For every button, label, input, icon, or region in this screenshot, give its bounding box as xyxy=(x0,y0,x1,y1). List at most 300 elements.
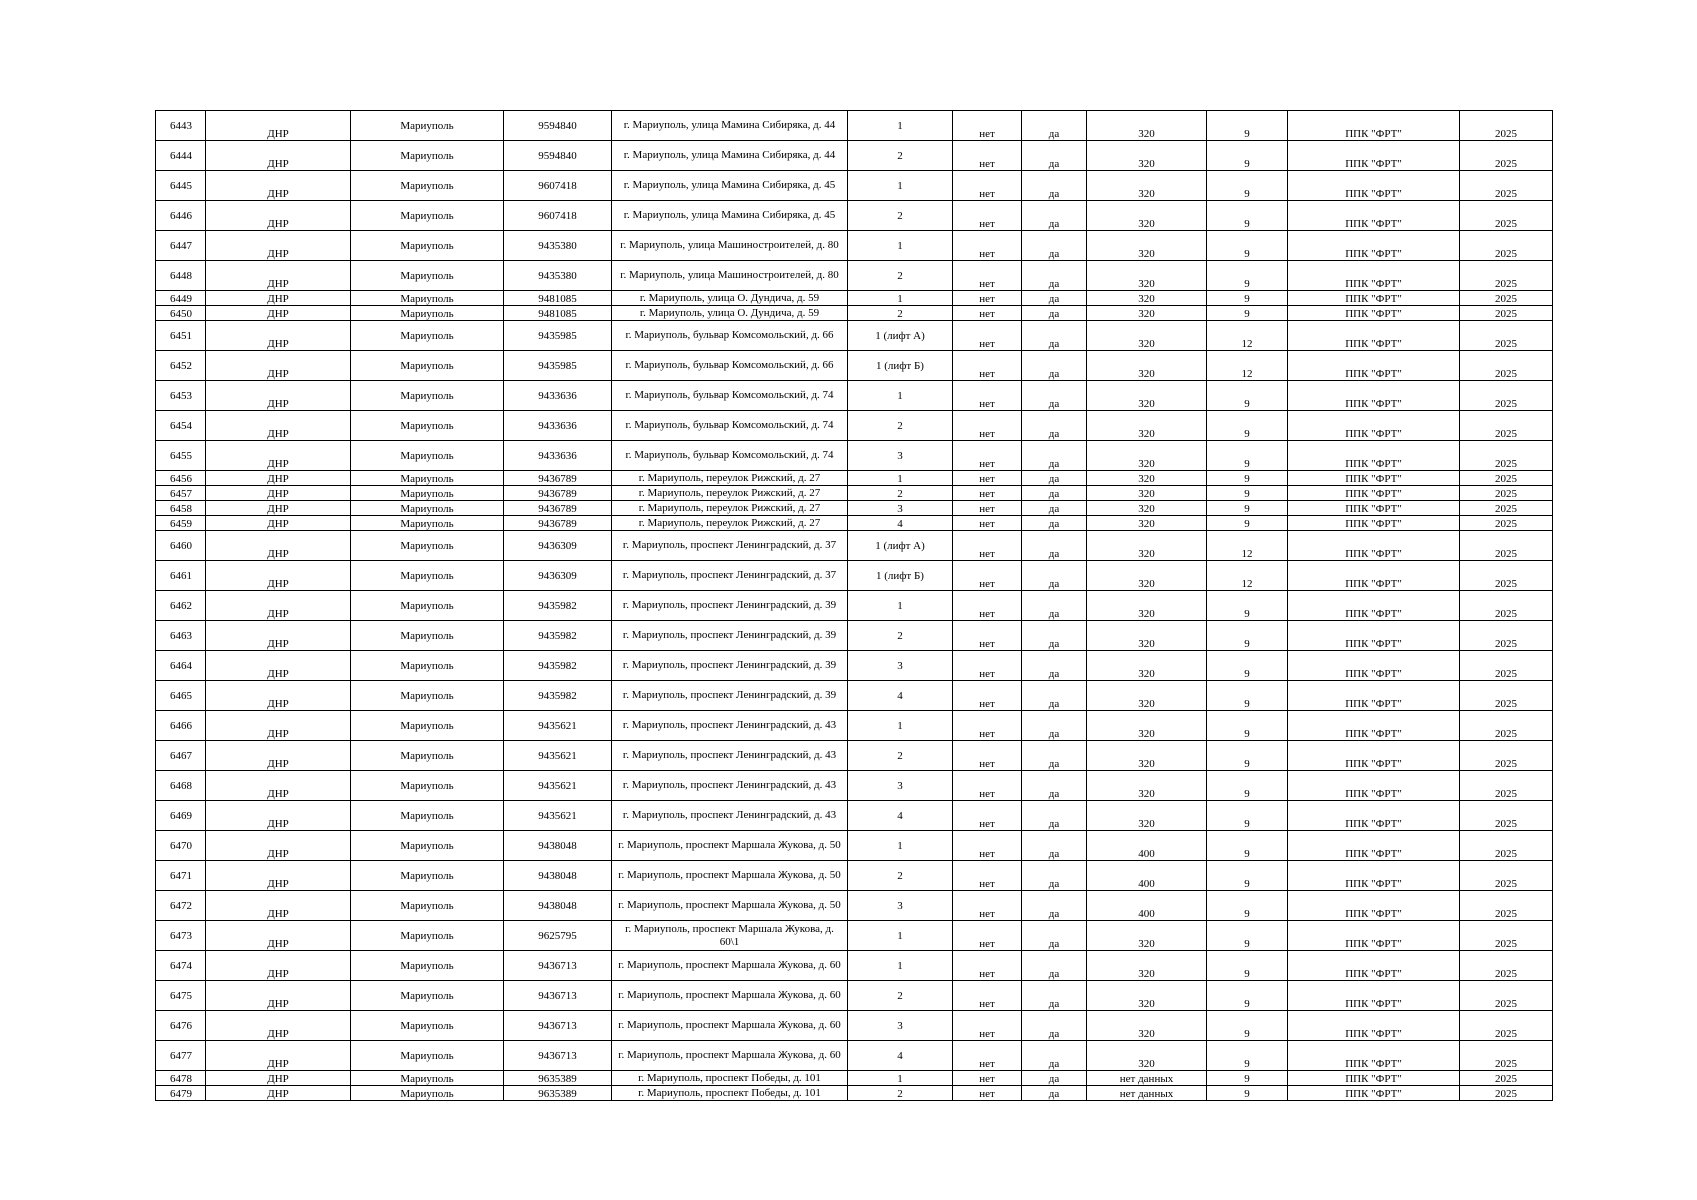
capacity-cell: 400 xyxy=(1087,831,1207,861)
row-number-cell: 6444 xyxy=(156,141,206,171)
region-cell: ДНР xyxy=(206,981,351,1011)
table-row xyxy=(156,111,1553,141)
city-cell: Мариуполь xyxy=(351,306,504,321)
table-row xyxy=(156,591,1553,621)
lift-number-cell: 1 (лифт А) xyxy=(848,531,953,561)
capacity-cell: нет данных xyxy=(1087,1071,1207,1086)
region-cell: ДНР xyxy=(206,306,351,321)
floors-cell: 9 xyxy=(1207,111,1288,141)
flag-b-cell: да xyxy=(1022,411,1087,441)
object-code-cell: 9435621 xyxy=(504,711,612,741)
object-code-cell: 9635389 xyxy=(504,1071,612,1086)
organization-cell: ППК "ФРТ" xyxy=(1288,261,1460,291)
city-cell: Мариуполь xyxy=(351,921,504,951)
flag-a-cell: нет xyxy=(953,921,1022,951)
organization-cell: ППК "ФРТ" xyxy=(1288,1071,1460,1086)
lift-number-cell: 1 xyxy=(848,291,953,306)
year-cell: 2025 xyxy=(1460,651,1553,681)
region-cell: ДНР xyxy=(206,351,351,381)
year-cell: 2025 xyxy=(1460,561,1553,591)
table-row xyxy=(156,261,1553,291)
floors-cell: 9 xyxy=(1207,411,1288,441)
row-number-cell: 6455 xyxy=(156,441,206,471)
flag-a-cell: нет xyxy=(953,861,1022,891)
object-code-cell: 9433636 xyxy=(504,381,612,411)
city-cell: Мариуполь xyxy=(351,501,504,516)
object-code-cell: 9436789 xyxy=(504,486,612,501)
capacity-cell: 320 xyxy=(1087,291,1207,306)
object-code-cell: 9436309 xyxy=(504,531,612,561)
table-row xyxy=(156,741,1553,771)
year-cell: 2025 xyxy=(1460,321,1553,351)
city-cell: Мариуполь xyxy=(351,486,504,501)
flag-b-cell: да xyxy=(1022,291,1087,306)
organization-cell: ППК "ФРТ" xyxy=(1288,681,1460,711)
region-cell: ДНР xyxy=(206,561,351,591)
city-cell: Мариуполь xyxy=(351,801,504,831)
flag-a-cell: нет xyxy=(953,981,1022,1011)
year-cell: 2025 xyxy=(1460,861,1553,891)
flag-b-cell: да xyxy=(1022,591,1087,621)
organization-cell: ППК "ФРТ" xyxy=(1288,501,1460,516)
lift-number-cell: 4 xyxy=(848,1041,953,1071)
row-number-cell: 6458 xyxy=(156,501,206,516)
address-cell: г. Мариуполь, переулок Рижский, д. 27 xyxy=(612,471,848,486)
city-cell: Мариуполь xyxy=(351,951,504,981)
region-cell: ДНР xyxy=(206,741,351,771)
address-cell: г. Мариуполь, проспект Маршала Жукова, д. 50 xyxy=(612,831,848,861)
table-row xyxy=(156,291,1553,306)
year-cell: 2025 xyxy=(1460,201,1553,231)
row-number-cell: 6459 xyxy=(156,516,206,531)
flag-b-cell: да xyxy=(1022,1071,1087,1086)
address-cell: г. Мариуполь, проспект Ленинградский, д. 43 xyxy=(612,801,848,831)
table-row xyxy=(156,381,1553,411)
city-cell: Мариуполь xyxy=(351,291,504,306)
address-cell: г. Мариуполь, улица О. Дундича, д. 59 xyxy=(612,291,848,306)
lift-number-cell: 1 xyxy=(848,921,953,951)
capacity-cell: 320 xyxy=(1087,201,1207,231)
year-cell: 2025 xyxy=(1460,801,1553,831)
year-cell: 2025 xyxy=(1460,771,1553,801)
row-number-cell: 6471 xyxy=(156,861,206,891)
region-cell: ДНР xyxy=(206,951,351,981)
region-cell: ДНР xyxy=(206,1041,351,1071)
organization-cell: ППК "ФРТ" xyxy=(1288,711,1460,741)
year-cell: 2025 xyxy=(1460,681,1553,711)
year-cell: 2025 xyxy=(1460,591,1553,621)
address-cell: г. Мариуполь, проспект Ленинградский, д. 39 xyxy=(612,681,848,711)
object-code-cell: 9436713 xyxy=(504,1041,612,1071)
flag-a-cell: нет xyxy=(953,516,1022,531)
address-cell: г. Мариуполь, проспект Маршала Жукова, д. 50 xyxy=(612,891,848,921)
flag-b-cell: да xyxy=(1022,831,1087,861)
flag-b-cell: да xyxy=(1022,261,1087,291)
region-cell: ДНР xyxy=(206,621,351,651)
floors-cell: 9 xyxy=(1207,1041,1288,1071)
table-row xyxy=(156,951,1553,981)
region-cell: ДНР xyxy=(206,201,351,231)
city-cell: Мариуполь xyxy=(351,591,504,621)
address-cell: г. Мариуполь, проспект Ленинградский, д. 37 xyxy=(612,531,848,561)
capacity-cell: нет данных xyxy=(1087,1086,1207,1101)
capacity-cell: 320 xyxy=(1087,621,1207,651)
organization-cell: ППК "ФРТ" xyxy=(1288,561,1460,591)
flag-a-cell: нет xyxy=(953,291,1022,306)
region-cell: ДНР xyxy=(206,501,351,516)
region-cell: ДНР xyxy=(206,861,351,891)
flag-a-cell: нет xyxy=(953,1041,1022,1071)
address-cell: г. Мариуполь, улица Машиностроителей, д. 80 xyxy=(612,231,848,261)
object-code-cell: 9436713 xyxy=(504,981,612,1011)
flag-b-cell: да xyxy=(1022,171,1087,201)
year-cell: 2025 xyxy=(1460,231,1553,261)
capacity-cell: 320 xyxy=(1087,501,1207,516)
year-cell: 2025 xyxy=(1460,111,1553,141)
floors-cell: 9 xyxy=(1207,291,1288,306)
capacity-cell: 320 xyxy=(1087,306,1207,321)
city-cell: Мариуполь xyxy=(351,441,504,471)
year-cell: 2025 xyxy=(1460,1041,1553,1071)
object-code-cell: 9436309 xyxy=(504,561,612,591)
flag-a-cell: нет xyxy=(953,711,1022,741)
lift-number-cell: 3 xyxy=(848,501,953,516)
organization-cell: ППК "ФРТ" xyxy=(1288,1086,1460,1101)
region-cell: ДНР xyxy=(206,291,351,306)
region-cell: ДНР xyxy=(206,921,351,951)
city-cell: Мариуполь xyxy=(351,471,504,486)
table-row xyxy=(156,801,1553,831)
city-cell: Мариуполь xyxy=(351,741,504,771)
organization-cell: ППК "ФРТ" xyxy=(1288,1041,1460,1071)
floors-cell: 9 xyxy=(1207,471,1288,486)
row-number-cell: 6474 xyxy=(156,951,206,981)
lift-number-cell: 3 xyxy=(848,771,953,801)
floors-cell: 9 xyxy=(1207,801,1288,831)
city-cell: Мариуполь xyxy=(351,516,504,531)
row-number-cell: 6466 xyxy=(156,711,206,741)
address-cell: г. Мариуполь, проспект Ленинградский, д. 39 xyxy=(612,651,848,681)
organization-cell: ППК "ФРТ" xyxy=(1288,291,1460,306)
flag-a-cell: нет xyxy=(953,486,1022,501)
object-code-cell: 9435621 xyxy=(504,801,612,831)
table-row xyxy=(156,561,1553,591)
address-cell: г. Мариуполь, улица Мамина Сибиряка, д. 45 xyxy=(612,171,848,201)
table-row xyxy=(156,516,1553,531)
object-code-cell: 9433636 xyxy=(504,411,612,441)
organization-cell: ППК "ФРТ" xyxy=(1288,381,1460,411)
flag-b-cell: да xyxy=(1022,516,1087,531)
lift-number-cell: 1 (лифт Б) xyxy=(848,561,953,591)
lift-number-cell: 2 xyxy=(848,981,953,1011)
address-cell: г. Мариуполь, проспект Ленинградский, д. 37 xyxy=(612,561,848,591)
table-row xyxy=(156,201,1553,231)
flag-b-cell: да xyxy=(1022,501,1087,516)
floors-cell: 9 xyxy=(1207,651,1288,681)
region-cell: ДНР xyxy=(206,111,351,141)
row-number-cell: 6465 xyxy=(156,681,206,711)
row-number-cell: 6476 xyxy=(156,1011,206,1041)
region-cell: ДНР xyxy=(206,261,351,291)
capacity-cell: 320 xyxy=(1087,711,1207,741)
year-cell: 2025 xyxy=(1460,891,1553,921)
object-code-cell: 9481085 xyxy=(504,306,612,321)
flag-b-cell: да xyxy=(1022,1086,1087,1101)
row-number-cell: 6451 xyxy=(156,321,206,351)
row-number-cell: 6460 xyxy=(156,531,206,561)
capacity-cell: 320 xyxy=(1087,471,1207,486)
address-cell: г. Мариуполь, улица Мамина Сибиряка, д. 44 xyxy=(612,111,848,141)
flag-b-cell: да xyxy=(1022,531,1087,561)
organization-cell: ППК "ФРТ" xyxy=(1288,141,1460,171)
table-row xyxy=(156,621,1553,651)
region-cell: ДНР xyxy=(206,321,351,351)
floors-cell: 9 xyxy=(1207,591,1288,621)
flag-a-cell: нет xyxy=(953,501,1022,516)
table-row xyxy=(156,486,1553,501)
region-cell: ДНР xyxy=(206,141,351,171)
table-row xyxy=(156,1041,1553,1071)
object-code-cell: 9438048 xyxy=(504,861,612,891)
row-number-cell: 6448 xyxy=(156,261,206,291)
floors-cell: 9 xyxy=(1207,486,1288,501)
row-number-cell: 6452 xyxy=(156,351,206,381)
table-body xyxy=(156,111,1553,1101)
region-cell: ДНР xyxy=(206,381,351,411)
floors-cell: 9 xyxy=(1207,621,1288,651)
capacity-cell: 320 xyxy=(1087,516,1207,531)
floors-cell: 9 xyxy=(1207,306,1288,321)
flag-a-cell: нет xyxy=(953,831,1022,861)
year-cell: 2025 xyxy=(1460,471,1553,486)
lift-number-cell: 2 xyxy=(848,1086,953,1101)
flag-b-cell: да xyxy=(1022,441,1087,471)
floors-cell: 9 xyxy=(1207,1011,1288,1041)
address-cell: г. Мариуполь, проспект Маршала Жукова, д. 60 xyxy=(612,951,848,981)
flag-a-cell: нет xyxy=(953,1086,1022,1101)
row-number-cell: 6447 xyxy=(156,231,206,261)
object-code-cell: 9436713 xyxy=(504,951,612,981)
address-cell: г. Мариуполь, улица Мамина Сибиряка, д. 44 xyxy=(612,141,848,171)
object-code-cell: 9594840 xyxy=(504,111,612,141)
lift-number-cell: 3 xyxy=(848,1011,953,1041)
address-cell: г. Мариуполь, проспект Маршала Жукова, д. 60 xyxy=(612,981,848,1011)
address-cell: г. Мариуполь, бульвар Комсомольский, д. 66 xyxy=(612,321,848,351)
capacity-cell: 320 xyxy=(1087,801,1207,831)
object-code-cell: 9438048 xyxy=(504,831,612,861)
object-code-cell: 9435982 xyxy=(504,681,612,711)
object-code-cell: 9481085 xyxy=(504,291,612,306)
object-code-cell: 9625795 xyxy=(504,921,612,951)
region-cell: ДНР xyxy=(206,1071,351,1086)
floors-cell: 9 xyxy=(1207,516,1288,531)
row-number-cell: 6443 xyxy=(156,111,206,141)
table-row xyxy=(156,351,1553,381)
city-cell: Мариуполь xyxy=(351,1071,504,1086)
flag-b-cell: да xyxy=(1022,861,1087,891)
region-cell: ДНР xyxy=(206,516,351,531)
lift-number-cell: 1 xyxy=(848,381,953,411)
organization-cell: ППК "ФРТ" xyxy=(1288,516,1460,531)
row-number-cell: 6461 xyxy=(156,561,206,591)
object-code-cell: 9435982 xyxy=(504,621,612,651)
flag-a-cell: нет xyxy=(953,411,1022,441)
floors-cell: 9 xyxy=(1207,231,1288,261)
flag-b-cell: да xyxy=(1022,951,1087,981)
flag-a-cell: нет xyxy=(953,1011,1022,1041)
floors-cell: 9 xyxy=(1207,951,1288,981)
floors-cell: 9 xyxy=(1207,831,1288,861)
capacity-cell: 320 xyxy=(1087,351,1207,381)
lift-number-cell: 2 xyxy=(848,261,953,291)
capacity-cell: 320 xyxy=(1087,561,1207,591)
lift-number-cell: 3 xyxy=(848,441,953,471)
lift-registry-table xyxy=(155,110,1553,1101)
region-cell: ДНР xyxy=(206,171,351,201)
year-cell: 2025 xyxy=(1460,531,1553,561)
floors-cell: 9 xyxy=(1207,711,1288,741)
city-cell: Мариуполь xyxy=(351,351,504,381)
region-cell: ДНР xyxy=(206,1086,351,1101)
capacity-cell: 320 xyxy=(1087,1011,1207,1041)
flag-a-cell: нет xyxy=(953,561,1022,591)
organization-cell: ППК "ФРТ" xyxy=(1288,201,1460,231)
table-row xyxy=(156,141,1553,171)
year-cell: 2025 xyxy=(1460,171,1553,201)
flag-b-cell: да xyxy=(1022,681,1087,711)
city-cell: Мариуполь xyxy=(351,141,504,171)
row-number-cell: 6463 xyxy=(156,621,206,651)
address-cell: г. Мариуполь, проспект Маршала Жукова, д. 60 xyxy=(612,1041,848,1071)
year-cell: 2025 xyxy=(1460,381,1553,411)
year-cell: 2025 xyxy=(1460,981,1553,1011)
row-number-cell: 6450 xyxy=(156,306,206,321)
address-cell: г. Мариуполь, бульвар Комсомольский, д. 74 xyxy=(612,381,848,411)
capacity-cell: 320 xyxy=(1087,951,1207,981)
object-code-cell: 9435985 xyxy=(504,321,612,351)
object-code-cell: 9635389 xyxy=(504,1086,612,1101)
year-cell: 2025 xyxy=(1460,621,1553,651)
capacity-cell: 400 xyxy=(1087,861,1207,891)
flag-a-cell: нет xyxy=(953,306,1022,321)
table-row xyxy=(156,501,1553,516)
region-cell: ДНР xyxy=(206,801,351,831)
organization-cell: ППК "ФРТ" xyxy=(1288,981,1460,1011)
table-row xyxy=(156,1086,1553,1101)
year-cell: 2025 xyxy=(1460,486,1553,501)
city-cell: Мариуполь xyxy=(351,1011,504,1041)
flag-a-cell: нет xyxy=(953,321,1022,351)
flag-b-cell: да xyxy=(1022,921,1087,951)
floors-cell: 9 xyxy=(1207,891,1288,921)
capacity-cell: 320 xyxy=(1087,261,1207,291)
flag-b-cell: да xyxy=(1022,381,1087,411)
flag-a-cell: нет xyxy=(953,471,1022,486)
row-number-cell: 6468 xyxy=(156,771,206,801)
address-cell: г. Мариуполь, проспект Ленинградский, д. 43 xyxy=(612,771,848,801)
address-cell: г. Мариуполь, проспект Ленинградский, д. 43 xyxy=(612,711,848,741)
row-number-cell: 6473 xyxy=(156,921,206,951)
row-number-cell: 6449 xyxy=(156,291,206,306)
city-cell: Мариуполь xyxy=(351,201,504,231)
organization-cell: ППК "ФРТ" xyxy=(1288,471,1460,486)
flag-b-cell: да xyxy=(1022,231,1087,261)
lift-number-cell: 2 xyxy=(848,411,953,441)
region-cell: ДНР xyxy=(206,771,351,801)
organization-cell: ППК "ФРТ" xyxy=(1288,741,1460,771)
floors-cell: 9 xyxy=(1207,201,1288,231)
address-cell: г. Мариуполь, проспект Ленинградский, д. 39 xyxy=(612,621,848,651)
lift-number-cell: 3 xyxy=(848,651,953,681)
table-row xyxy=(156,921,1553,951)
city-cell: Мариуполь xyxy=(351,981,504,1011)
flag-b-cell: да xyxy=(1022,561,1087,591)
row-number-cell: 6477 xyxy=(156,1041,206,1071)
flag-b-cell: да xyxy=(1022,891,1087,921)
city-cell: Мариуполь xyxy=(351,561,504,591)
floors-cell: 9 xyxy=(1207,171,1288,201)
flag-a-cell: нет xyxy=(953,741,1022,771)
organization-cell: ППК "ФРТ" xyxy=(1288,651,1460,681)
organization-cell: ППК "ФРТ" xyxy=(1288,801,1460,831)
address-cell: г. Мариуполь, улица О. Дундича, д. 59 xyxy=(612,306,848,321)
address-cell: г. Мариуполь, проспект Победы, д. 101 xyxy=(612,1071,848,1086)
floors-cell: 9 xyxy=(1207,1071,1288,1086)
lift-number-cell: 2 xyxy=(848,621,953,651)
address-cell: г. Мариуполь, улица Машиностроителей, д. 80 xyxy=(612,261,848,291)
floors-cell: 12 xyxy=(1207,321,1288,351)
object-code-cell: 9607418 xyxy=(504,171,612,201)
table-row xyxy=(156,531,1553,561)
organization-cell: ППК "ФРТ" xyxy=(1288,951,1460,981)
floors-cell: 9 xyxy=(1207,1086,1288,1101)
region-cell: ДНР xyxy=(206,831,351,861)
flag-b-cell: да xyxy=(1022,1011,1087,1041)
city-cell: Мариуполь xyxy=(351,891,504,921)
capacity-cell: 320 xyxy=(1087,1041,1207,1071)
table-row xyxy=(156,711,1553,741)
capacity-cell: 320 xyxy=(1087,321,1207,351)
capacity-cell: 320 xyxy=(1087,171,1207,201)
organization-cell: ППК "ФРТ" xyxy=(1288,111,1460,141)
flag-b-cell: да xyxy=(1022,201,1087,231)
city-cell: Мариуполь xyxy=(351,261,504,291)
flag-b-cell: да xyxy=(1022,741,1087,771)
lift-number-cell: 1 xyxy=(848,111,953,141)
flag-a-cell: нет xyxy=(953,531,1022,561)
floors-cell: 9 xyxy=(1207,381,1288,411)
row-number-cell: 6467 xyxy=(156,741,206,771)
object-code-cell: 9435982 xyxy=(504,651,612,681)
lift-number-cell: 1 xyxy=(848,711,953,741)
row-number-cell: 6470 xyxy=(156,831,206,861)
table-row xyxy=(156,981,1553,1011)
flag-a-cell: нет xyxy=(953,651,1022,681)
address-cell: г. Мариуполь, проспект Маршала Жукова, д. 50 xyxy=(612,861,848,891)
city-cell: Мариуполь xyxy=(351,771,504,801)
floors-cell: 9 xyxy=(1207,681,1288,711)
region-cell: ДНР xyxy=(206,891,351,921)
flag-b-cell: да xyxy=(1022,771,1087,801)
floors-cell: 12 xyxy=(1207,561,1288,591)
table-row xyxy=(156,861,1553,891)
lift-number-cell: 2 xyxy=(848,201,953,231)
flag-b-cell: да xyxy=(1022,471,1087,486)
floors-cell: 12 xyxy=(1207,351,1288,381)
region-cell: ДНР xyxy=(206,591,351,621)
flag-a-cell: нет xyxy=(953,621,1022,651)
flag-a-cell: нет xyxy=(953,231,1022,261)
